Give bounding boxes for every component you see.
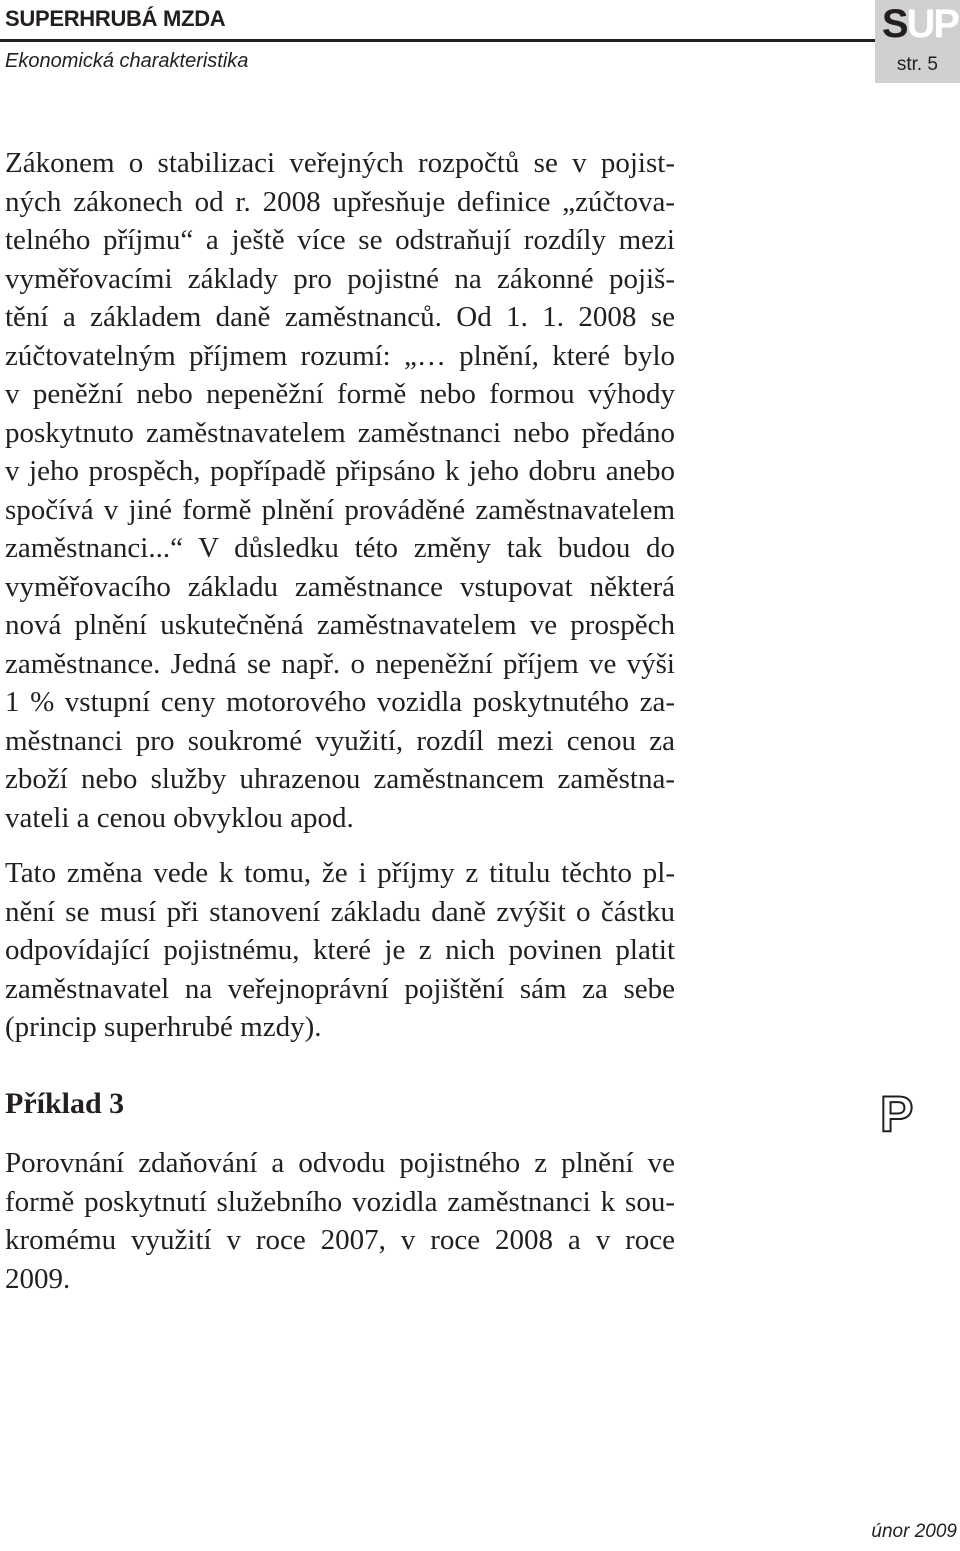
text-line: kromému využití v roce 2007, v roce 2008 a v roce [5, 1224, 675, 1256]
text-line: poskytnuto zaměstnavatelem zaměstnanci nebo předáno [5, 416, 675, 449]
text-line: Zákonem o stabilizaci veřejných rozpočtů se v pojist- [5, 147, 675, 179]
text-line: ných zákonech od r. 2008 upřesňuje definice „zúčtova- [5, 185, 675, 218]
header-rule [0, 39, 875, 42]
paragraph-definition [5, 144, 675, 837]
text-line: Porovnání zdaňování a odvodu pojistného z plnění ve [5, 1147, 675, 1179]
badge-code-first: S [881, 2, 907, 46]
text-line: 1 % vstupní ceny motorového vozidla poskytnutého za- [5, 686, 675, 718]
example-text [5, 1144, 675, 1298]
text-line: tění a základem daně zaměstnanců. Od 1. 1. 2008 se [5, 301, 675, 333]
header-badge [875, 0, 960, 83]
text-line: v jeho prospěch, popřípadě připsáno k jeho dobru anebo [5, 455, 675, 487]
text-line: zaměstnanci...“ V důsledku této změny tak budou do [5, 532, 675, 564]
text-line: formě poskytnutí služebního vozidla zaměstnanci k sou- [5, 1185, 675, 1218]
text-line: spočívá v jiné formě plnění prováděné zaměstnavatelem [5, 493, 675, 526]
text-line: vyměřovacími základy pro pojistné na zákonné pojiš- [5, 262, 675, 295]
example-heading: Příklad 3 [5, 1087, 125, 1120]
text-line: Tato změna vede k tomu, že i příjmy z titulu těchto pl- [5, 857, 675, 889]
text-line: v peněžní nebo nepeněžní formě nebo formou výhody [5, 378, 675, 410]
footer-date: únor 2009 [871, 1521, 957, 1542]
text-line: nová plnění uskutečněná zaměstnavatelem ve prospěch [5, 609, 675, 641]
text-line: 2009. [5, 1262, 71, 1295]
text-line: telného příjmu“ a ještě více se odstraňují rozdíly mezi [5, 224, 675, 256]
text-line: zaměstnavatel na veřejnoprávní pojištění sám za sebe [5, 972, 675, 1005]
badge-code [881, 2, 959, 47]
text-line: zaměstnance. Jedná se např. o nepeněžní příjem ve výši [5, 647, 675, 680]
text-line: městnanci pro soukromé využití, rozdíl mezi cenou za [5, 724, 675, 757]
text-line: (princip superhrubé mzdy). [5, 1011, 322, 1043]
text-line: vateli a cenou obvyklou apod. [5, 801, 354, 834]
header-title: SUPERHRUBÁ MZDA [5, 6, 226, 31]
header-subtitle: Ekonomická charakteristika [5, 50, 249, 72]
text-line: vyměřovacího základu zaměstnance vstupovat některá [5, 570, 675, 603]
text-line: zboží nebo služby uhrazenou zaměstnancem zaměstna- [5, 763, 675, 795]
paragraph-consequence [5, 854, 675, 1047]
text-line: odpovídající pojistnému, které je z nich povinen platit [5, 934, 675, 966]
example-marker: P [880, 1086, 914, 1142]
text-line: nění se musí při stanovení základu daně zvýšit o částku [5, 895, 675, 928]
badge-code-rest: UP [906, 2, 959, 46]
text-line: zúčtovatelným příjmem rozumí: „… plnění, které bylo [5, 339, 675, 372]
page-number: str. 5 [896, 54, 938, 75]
